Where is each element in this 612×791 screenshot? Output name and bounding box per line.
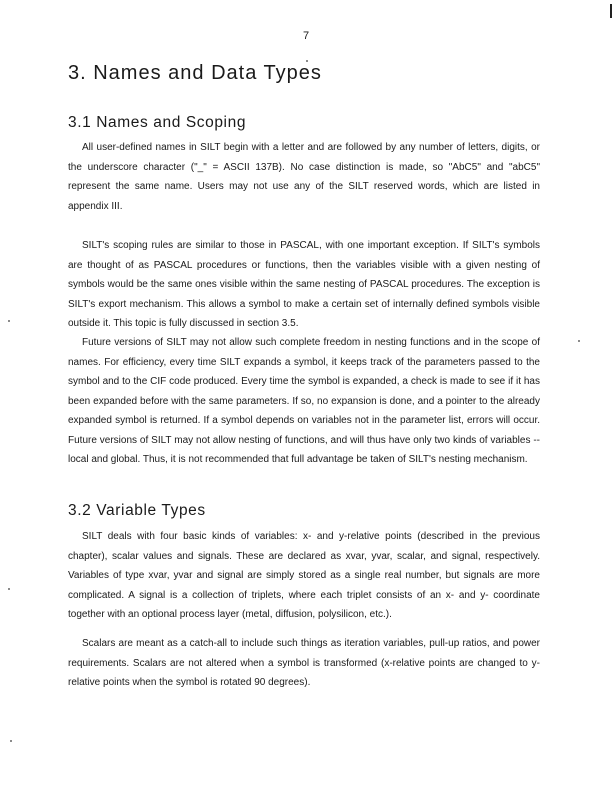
- section-title-names-scoping: 3.1 Names and Scoping: [68, 114, 247, 131]
- scan-speck: [8, 320, 10, 322]
- paragraph-variable-kinds: SILT deals with four basic kinds of variables: x- and y-relative points (described in the previous chapter), scalar values and signals. These are declared as xvar, yvar, scalar, and signal, respectively. Variables of type xvar, yvar and signal are simply stored as a single real number, but signals are more complicated. A signal is a collection of triplets, where each triplet consists of an x- and y- coordinate together with an optional process layer (metal, diffusion, polysilicon, etc.).: [68, 531, 540, 620]
- scan-speck: [10, 740, 12, 742]
- section-title-variable-types: 3.2 Variable Types: [68, 502, 206, 519]
- chapter-title: 3. Names and Data Types: [68, 62, 322, 84]
- scan-speck: [8, 588, 10, 590]
- scan-speck: [578, 340, 580, 342]
- paragraph-scalars: Scalars are meant as a catch-all to include such things as iteration variables, pull-up ratios, and power requirements. Scalars are not altered when a symbol is transformed (x-relative points are changed to y-relative points when the symbol is rotated 90 degrees).: [68, 638, 540, 688]
- page-number: 7: [302, 30, 310, 42]
- paragraph-scoping: SILT's scoping rules are similar to those in PASCAL, with one important exception. If SILT's symbols are thought of as PASCAL procedures or functions, then the variables visible with a given nesting of symbols would be the same ones visible within the same nesting of PASCAL procedures. The exception is SILT's export mechanism. This allows a symbol to make a certain set of internally defined symbols visible outside it. This topic is fully discussed in section 3.5.: [68, 240, 540, 329]
- paragraph-future-versions: Future versions of SILT may not allow such complete freedom in nesting functions and in the scope of names. For efficiency, every time SILT expands a symbol, it keeps track of the parameters passed to the symbol and to the CIF code produced. Every time the symbol is expanded, a check is made to see if it has been expanded before with the same parameters. If so, no expansion is done, and a pointer to the already expanded symbol is returned. If a symbol depends on variables not in the parameter list, errors will occur. Future versions of SILT may not allow nesting of functions, and will thus have only two kinds of variables -- local and global. Thus, it is not recommended that full advantage be taken of SILT's nesting mechanism.: [68, 337, 540, 465]
- scan-speck: [306, 60, 308, 62]
- paragraph-names: All user-defined names in SILT begin with a letter and are followed by any number of letters, digits, or the underscore character ("_" = ASCII 137B). No case distinction is made, so "AbC5" and "abC5" represent the same name. Users may not use any of the SILT reserved words, which are listed in appendix III.: [68, 142, 540, 212]
